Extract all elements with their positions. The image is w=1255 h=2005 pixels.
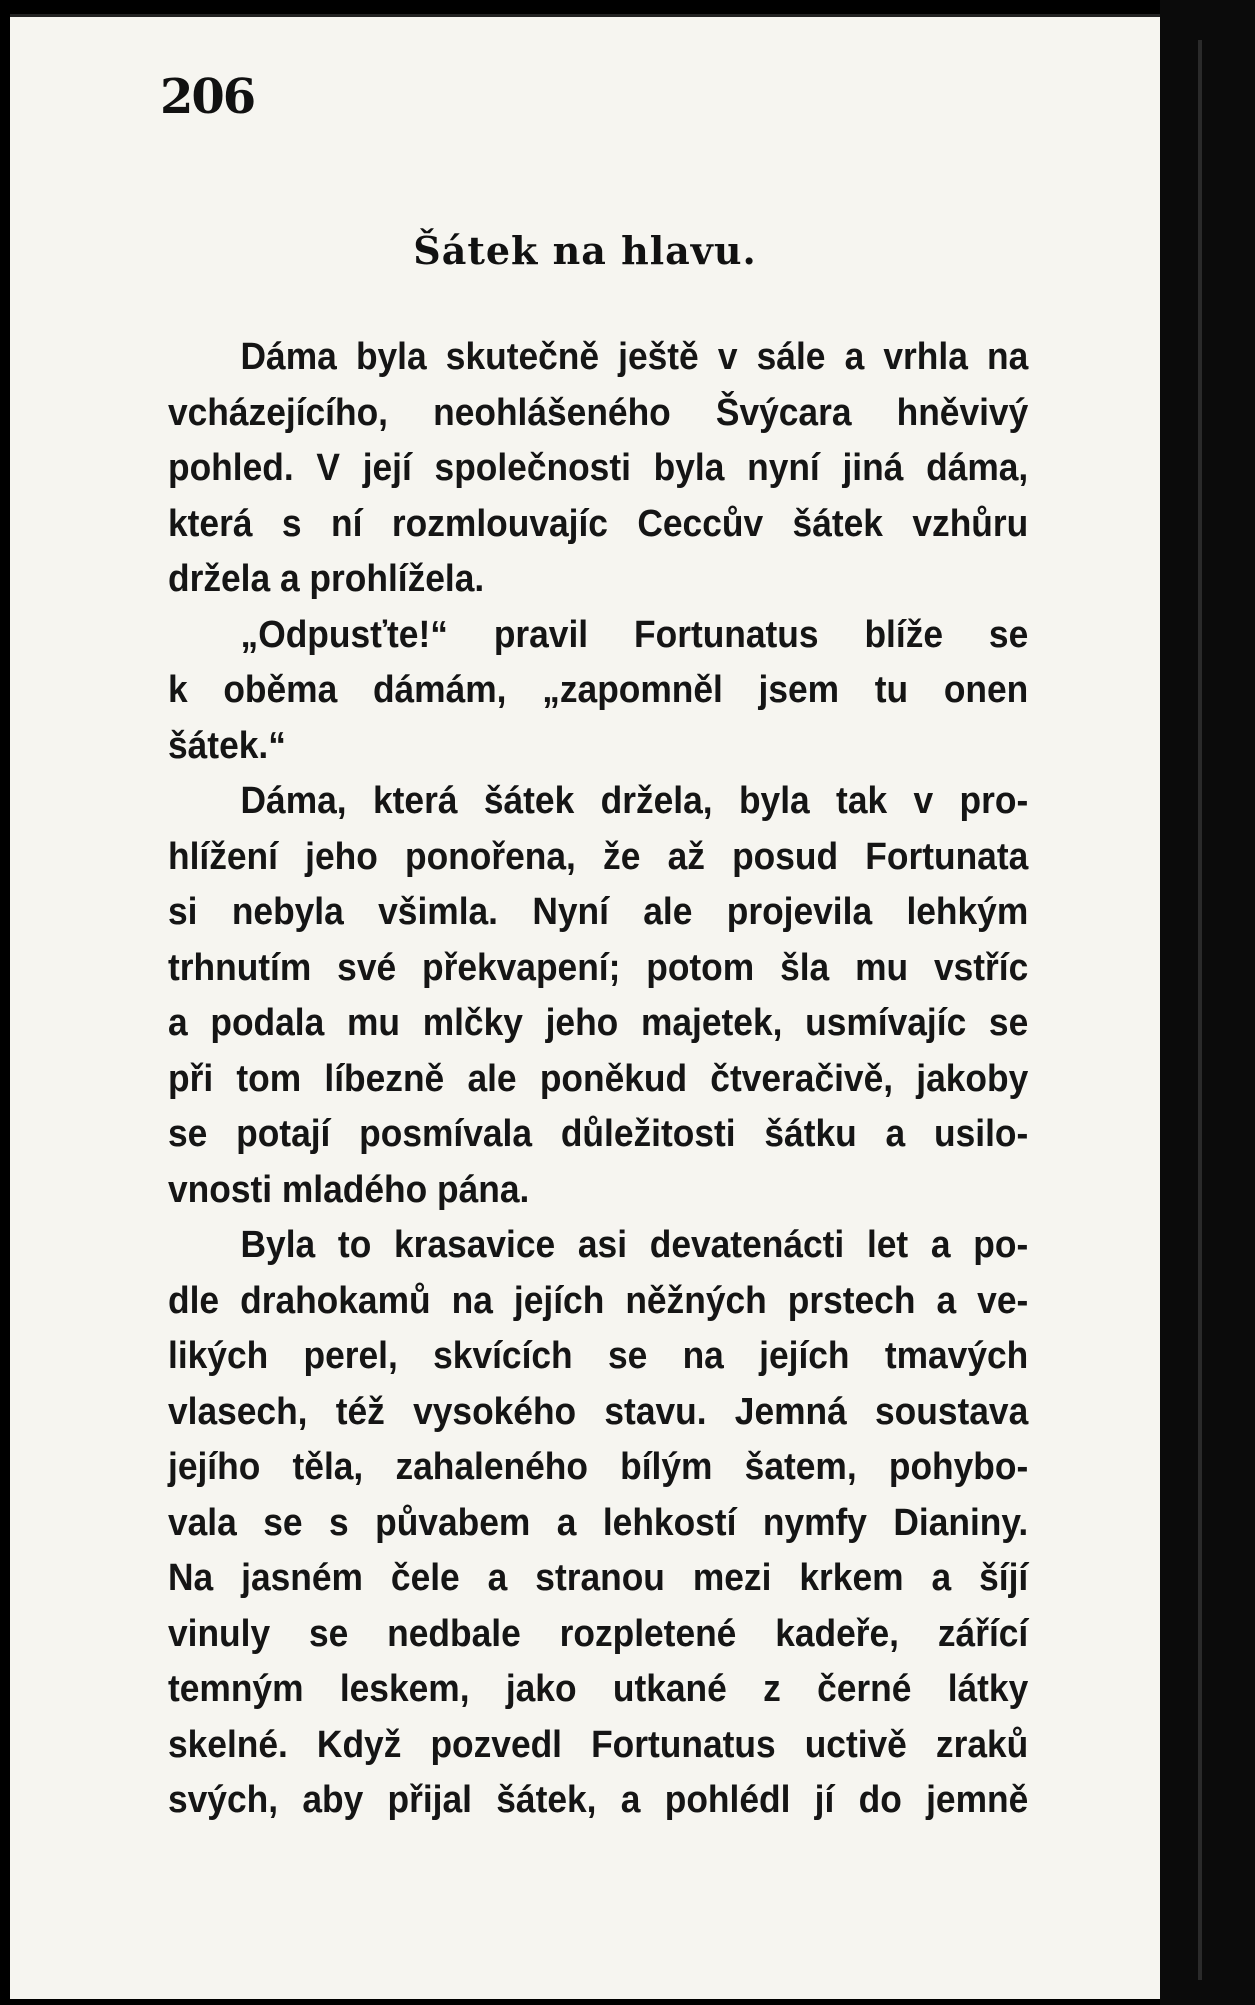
book-page (10, 14, 1160, 1999)
text-line: skelné. Když pozvedl Fortunatus uctivě zraků (168, 1723, 1029, 1766)
text-line: hlížení jeho ponořena, že až posud Fortunata (168, 835, 1029, 878)
text-line: se potají posmívala důležitosti šátku a usilo- (168, 1113, 1029, 1155)
text-line: šátek.“ (168, 724, 286, 767)
text-line: vala se s půvabem a lehkostí nymfy Dianiny. (168, 1501, 1029, 1544)
text-line: Dáma, která šátek držela, byla tak v pro- (240, 780, 1029, 822)
next-page-edge (1198, 40, 1202, 1980)
top-edge-rule (10, 14, 1160, 17)
text-line: jejího těla, zahaleného bílým šatem, pohybo- (168, 1446, 1029, 1488)
text-line: držela a prohlížela. (168, 558, 485, 600)
text-line: vlasech, též vysokého stavu. Jemná soustava (168, 1390, 1029, 1433)
text-line: svých, aby přijal šátek, a pohlédl jí do jemně (168, 1779, 1029, 1821)
text-line: dle drahokamů na jejích něžných prstech a ve- (168, 1279, 1029, 1322)
text-line: pohled. V její společnosti byla nyní jiná dáma, (168, 447, 1029, 489)
text-line: temným leskem, jako utkané z černé látky (168, 1668, 1029, 1710)
text-line: vnosti mladého pána. (168, 1168, 530, 1211)
text-line: Dáma byla skutečně ještě v sále a vrhla na (240, 336, 1029, 378)
page-number: 206 (160, 69, 255, 125)
text-line: a podala mu mlčky jeho majetek, usmívajíc se (168, 1002, 1029, 1044)
text-line: která s ní rozmlouvajíc Ceccův šátek vzhůru (168, 502, 1029, 545)
text-line: likých perel, skvících se na jejích tmavých (168, 1335, 1029, 1377)
body-text (168, 330, 1028, 1829)
chapter-title: Šátek na hlavu. (413, 228, 757, 273)
scan-border (1160, 0, 1255, 2005)
text-line: při tom líbezně ale poněkud čtveračivě, jakoby (168, 1057, 1029, 1100)
text-line: si nebyla všimla. Nyní ale projevila lehkým (168, 891, 1029, 933)
text-line: k oběma dámám, „zapomněl jsem tu onen (168, 669, 1029, 711)
text-line: trhnutím své překvapení; potom šla mu vstříc (168, 946, 1029, 989)
text-line: Na jasném čele a stranou mezi krkem a šíjí (168, 1557, 1029, 1599)
text-line: Byla to krasavice asi devatenácti let a po- (240, 1224, 1029, 1266)
text-line: vcházejícího, neohlášeného Švýcara hněvivý (168, 391, 1029, 434)
text-line: vinuly se nedbale rozpletené kadeře, zářící (168, 1612, 1029, 1655)
text-line: „Odpusťte!“ pravil Fortunatus blíže se (240, 613, 1029, 656)
